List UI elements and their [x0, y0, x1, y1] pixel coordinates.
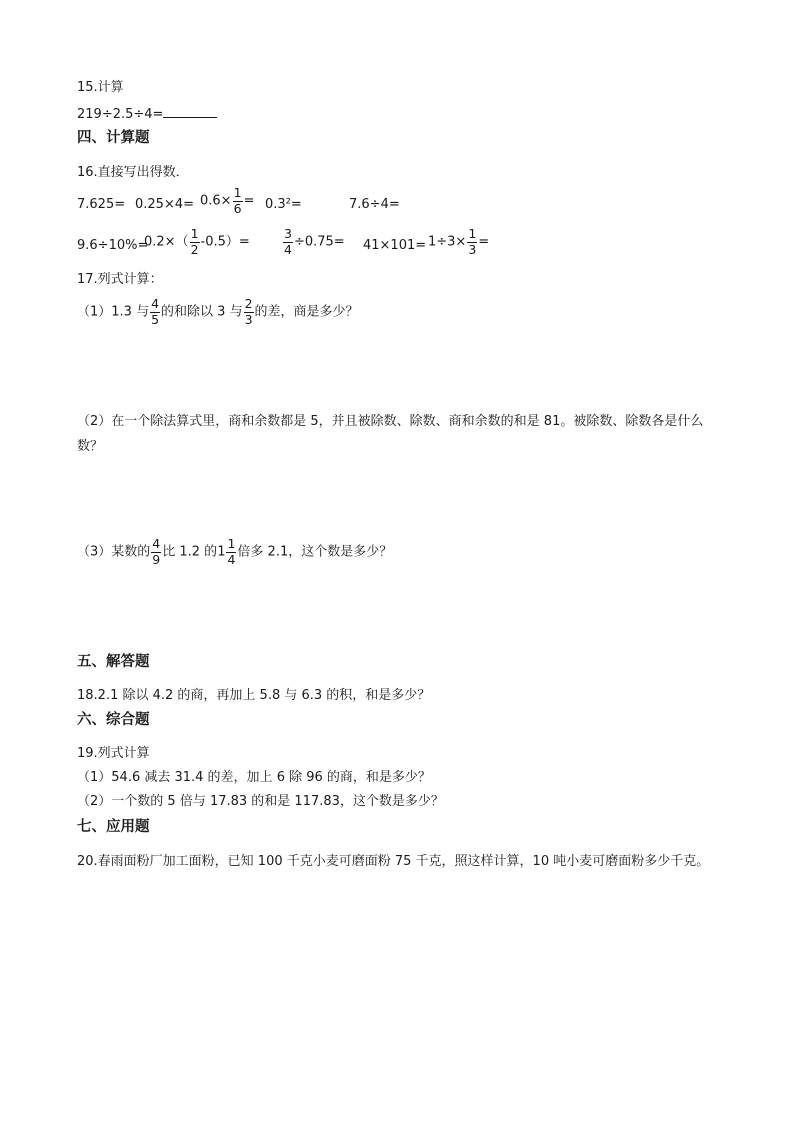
fraction-numerator: 1 — [190, 226, 199, 241]
q15-expression — [77, 104, 217, 125]
q17-part2: （2）在一个除法算式里，商和余数都是 5，并且被除数、除数、商和余数的和是 81。被除数、除数各是什么数？ — [77, 414, 704, 454]
q16-r2-b-pre: 0.2×（ — [144, 234, 189, 250]
fraction-numerator: 1 — [227, 536, 236, 551]
fraction-denominator: 4 — [284, 241, 292, 257]
q16-r2-b-post: -0.5）= — [200, 234, 250, 250]
q16-r1-d: 0.3²= — [265, 197, 302, 212]
q16-r2-a: 9.6÷10%= — [77, 238, 149, 253]
fraction — [190, 228, 200, 256]
q16-r1-e: 7.6÷4= — [349, 197, 400, 212]
q17-p3-c: 倍多 2.1，这个数是多少？ — [237, 544, 393, 560]
fraction-numerator: 2 — [244, 296, 253, 311]
q16-r1-c — [200, 187, 254, 215]
q17-p1-b: 的和除以 3 与 — [161, 304, 243, 320]
fraction-denominator: 9 — [152, 551, 161, 567]
section-5-heading: 五、解答题 — [77, 654, 150, 670]
q16-r2-e-post: = — [478, 234, 490, 250]
q16-r1-c-post: = — [243, 193, 255, 209]
fraction-denominator: 4 — [227, 551, 236, 567]
q17-part1 — [77, 298, 359, 326]
fraction-numerator: 1 — [233, 185, 242, 200]
q15-title: 15.计算 — [77, 80, 124, 95]
q17-part3 — [77, 538, 392, 566]
q17-p3-a: （3）某数的 — [77, 544, 151, 560]
q17-p1-a: （1）1.3 与 — [77, 304, 150, 320]
fraction-denominator: 3 — [244, 311, 253, 327]
q16-r2-e-pre: 1÷3× — [428, 234, 467, 250]
section-6-heading: 六、综合题 — [77, 712, 150, 728]
fraction — [150, 298, 160, 326]
q16-r2-c — [282, 228, 345, 256]
q16-r1-c-pre: 0.6× — [200, 193, 232, 209]
q16-r2-c-post: ÷0.75= — [293, 234, 345, 250]
q19-part1: （1）54.6 减去 31.4 的差，加上 6 除 96 的商，和是多少？ — [77, 770, 431, 785]
q17-p1-c: 的差，商是多少？ — [254, 304, 359, 320]
fraction — [244, 298, 254, 326]
q17-p3-b: 比 1.2 的 — [162, 544, 218, 560]
fraction-numerator: 4 — [152, 536, 161, 551]
fraction-numerator: 3 — [284, 226, 292, 241]
q15-expr-text: 219÷2.5÷4= — [77, 107, 164, 122]
fraction-denominator: 2 — [190, 241, 199, 257]
answer-blank — [163, 104, 217, 118]
fraction-denominator: 6 — [233, 200, 242, 216]
q19-title: 19.列式计算 — [77, 746, 150, 761]
q18-text: 18.2.1 除以 4.2 的商，再加上 5.8 与 6.3 的积，和是多少？ — [77, 688, 431, 703]
q16-r2-e — [428, 228, 489, 256]
fraction-denominator: 5 — [151, 311, 160, 327]
fraction — [283, 228, 293, 256]
section-7-heading: 七、应用题 — [77, 819, 150, 835]
fraction — [467, 228, 477, 256]
q17-title: 17.列式计算： — [77, 272, 163, 287]
fraction-numerator: 4 — [151, 296, 160, 311]
fraction — [151, 538, 161, 566]
fraction — [233, 187, 243, 215]
fraction-denominator: 3 — [468, 241, 477, 257]
q16-r1-a: 7.625= — [77, 197, 126, 212]
q16-r1-b: 0.25×4= — [135, 197, 195, 212]
fraction-numerator: 1 — [468, 226, 477, 241]
q20-text: 20.春雨面粉厂加工面粉，已知 100 千克小麦可磨面粉 75 千克，照这样计算，10 吨小麦可磨面粉多少千克。 — [77, 854, 710, 869]
q16-title: 16.直接写出得数． — [77, 165, 189, 180]
fraction — [226, 538, 236, 566]
q16-r2-d: 41×101= — [363, 238, 427, 253]
q16-r2-b — [144, 228, 250, 256]
q19-part2: （2）一个数的 5 倍与 17.83 的和是 117.83，这个数是多少？ — [77, 794, 444, 809]
section-4-heading: 四、计算题 — [77, 130, 150, 146]
mixed-number-whole: 1 — [217, 544, 226, 560]
